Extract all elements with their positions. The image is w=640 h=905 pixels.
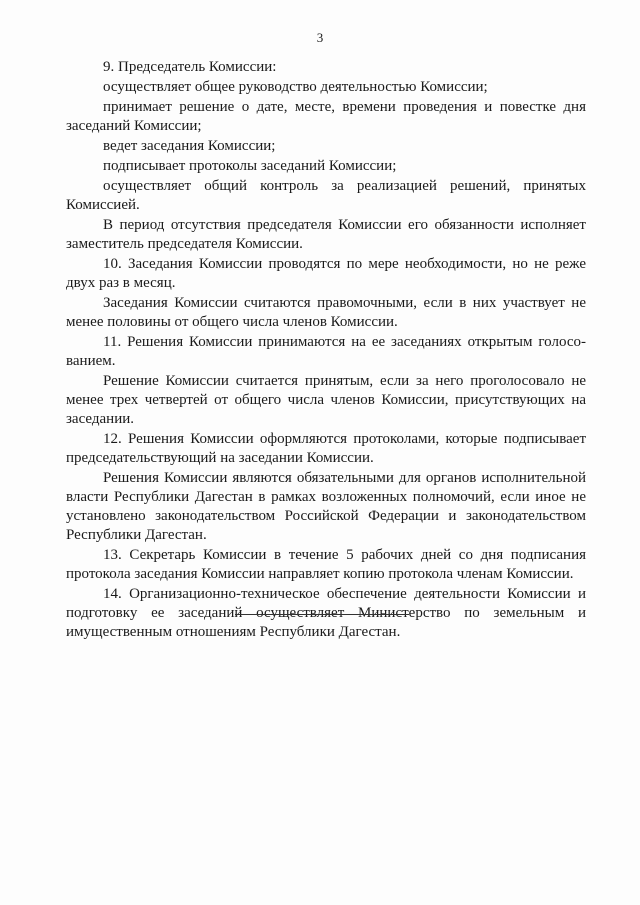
- paragraph-11-vote: Решение Комиссии считается принятым, если за него проголосовало не менее трех четвертей от общего числа членов Комиссии, присутствующих на заседании.: [66, 373, 586, 427]
- paragraph-9-item-2: принимает решение о дате, месте, времени проведения и повестке дня заседаний Комиссии;: [66, 99, 586, 134]
- paragraph-14: 14. Организационно-техническое обеспечение деятельности Комиссии и подготовку ее заседаний осуществляет Министерство по земельным и имущественным отношениям Республики Дагестан.: [66, 586, 586, 640]
- document-body: [66, 58, 586, 643]
- paragraph-12-binding: Решения Комиссии являются обязательными для органов исполнительной власти Республики Дагестан в рамках возложенных полномочий, если иное не установлено законодательством Российской Федерации и законодательством Республики Дагестан.: [66, 470, 586, 543]
- paragraph-13: 13. Секретарь Комиссии в течение 5 рабочих дней со дня подписания протокола заседания Комиссии направляет копию протокола членам Комиссии.: [66, 547, 586, 582]
- paragraph-9-heading: 9. Председатель Комиссии:: [103, 59, 277, 75]
- paragraph-9-item-1: осуществляет общее руководство деятельностью Комиссии;: [103, 79, 488, 95]
- page-number: 3: [316, 30, 324, 45]
- paragraph-11: 11. Решения Комиссии принимаются на ее заседаниях открытым голосо-ванием.: [66, 334, 586, 369]
- paragraph-9-substitute: В период отсутствия председателя Комиссии его обязанности исполняет заместитель председателя Комиссии.: [66, 217, 586, 252]
- paragraph-12: 12. Решения Комиссии оформляются протоколами, которые подписывает председательствующий на заседании Комиссии.: [66, 431, 586, 466]
- paragraph-9-item-4: подписывает протоколы заседаний Комиссии;: [103, 158, 397, 174]
- paragraph-10: 10. Заседания Комиссии проводятся по мере необходимости, но не реже двух раз в месяц.: [66, 256, 586, 291]
- paragraph-9-item-3: ведет заседания Комиссии;: [103, 138, 276, 154]
- paragraph-9-item-5: осуществляет общий контроль за реализацией решений, принятых Комиссией.: [66, 178, 586, 213]
- closing-rule: [235, 614, 409, 615]
- paragraph-10-quorum: Заседания Комиссии считаются правомочными, если в них участвует не менее половины от общего числа членов Комиссии.: [66, 295, 586, 330]
